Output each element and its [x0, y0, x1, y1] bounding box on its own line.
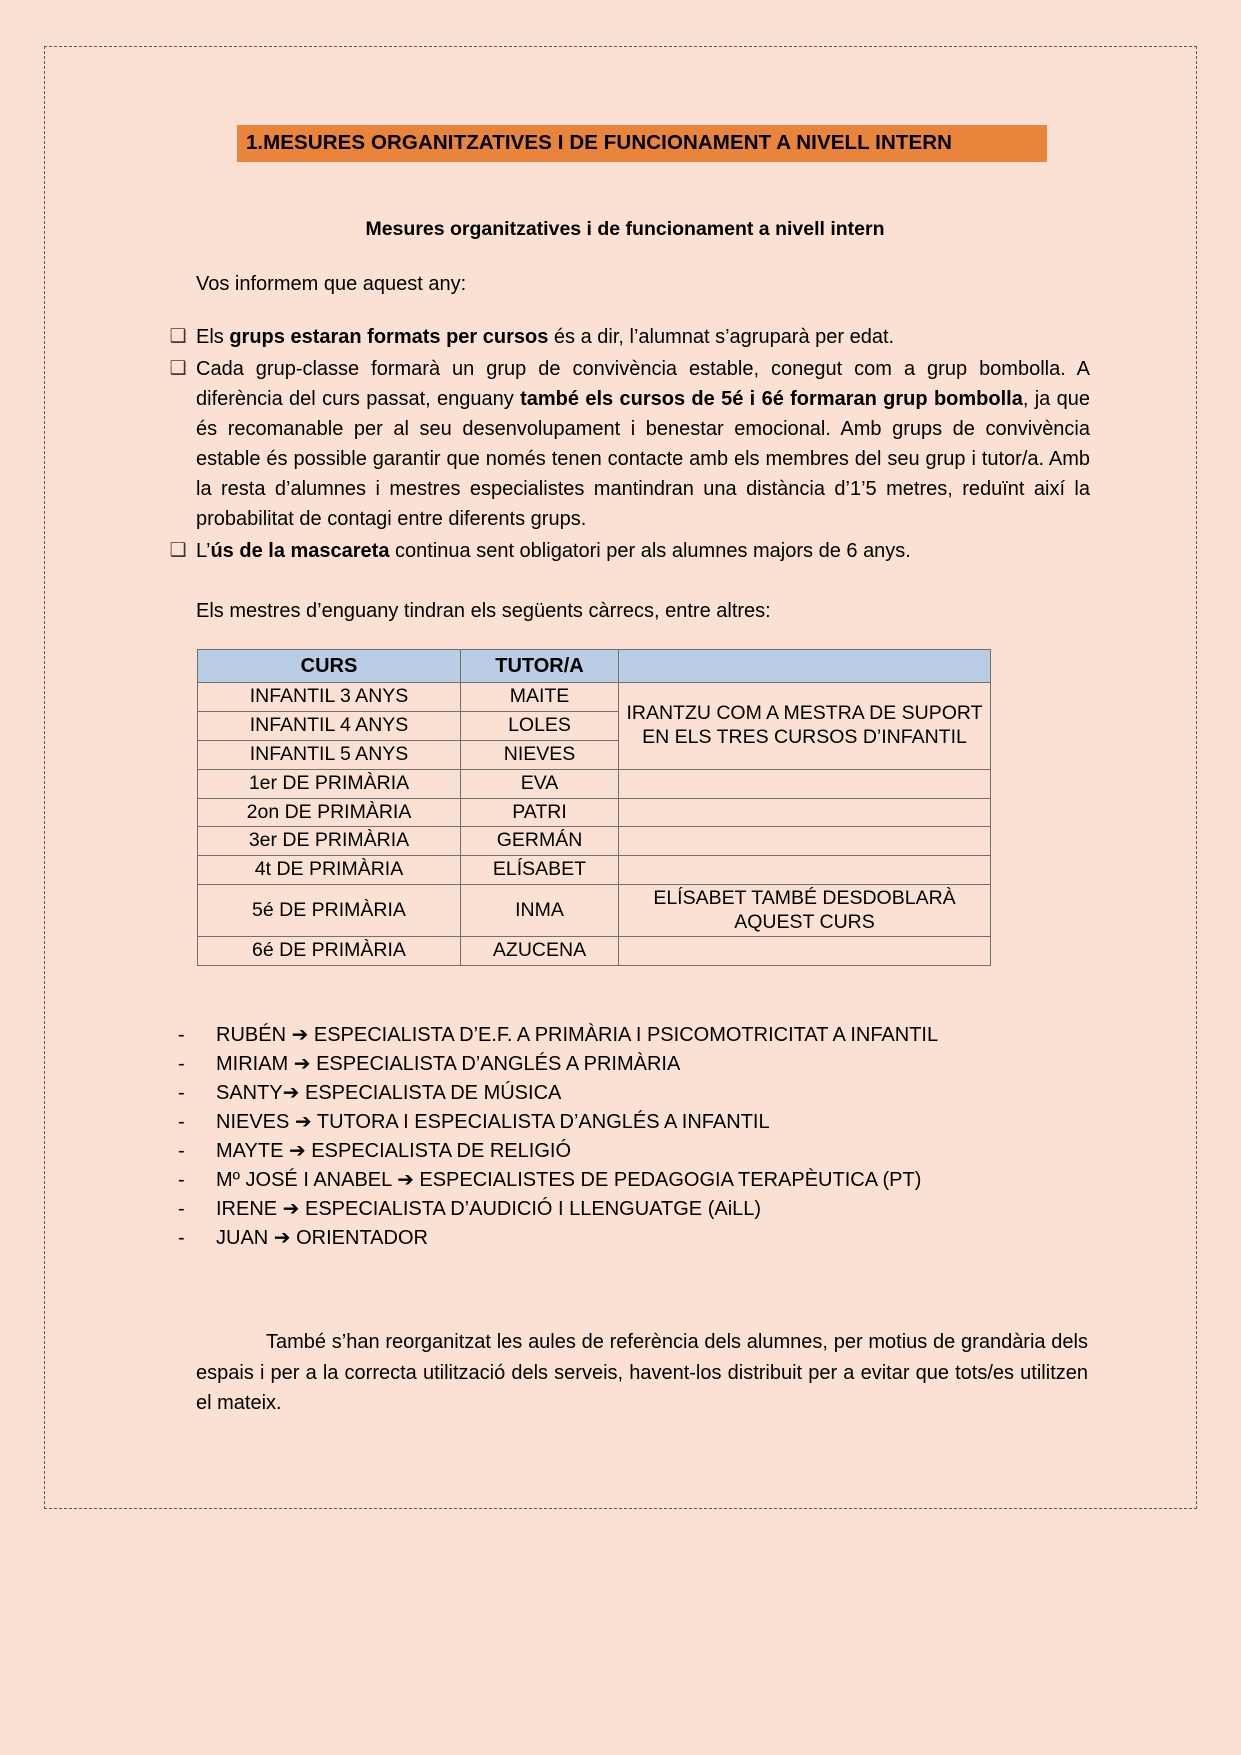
cell-note-5e: ELÍSABET TAMBÉ DESDOBLARÀ AQUEST CURS: [619, 884, 991, 937]
table-row: [198, 798, 991, 827]
cell-tutor: LOLES: [461, 712, 619, 741]
bullet-item: [160, 536, 1090, 566]
cell-tutor: GERMÁN: [461, 827, 619, 856]
section-title: MESURES ORGANITZATIVES I DE FUNCIONAMENT A NIVELL INTERN: [263, 131, 953, 154]
bullet-text: Cada grup-classe formarà un grup de convivència estable, conegut com a grup bombolla. A diferència del curs passat, enguany també els cursos de 5é i 6é formaran grup bombolla, ja que és recomanable per al seu desenvolupament i benestar emocional. Amb grups de convivència estable és possible garantir que només tenen contacte amb els membres del seu grup i tutor/a. Amb la resta d’alumnes i mestres especialistes mantindran una distància d’1’5 metres, reduïnt així la probabilitat de contagi entre diferents grups.: [196, 358, 1091, 530]
table-row: [198, 827, 991, 856]
section-number: 1.: [246, 131, 264, 154]
table-row: [198, 683, 991, 712]
table-head: [198, 650, 991, 683]
cell-curs: 6é DE PRIMÀRIA: [198, 937, 461, 966]
bullet-text: Els grups estaran formats per cursos és a dir, l’alumnat s’agruparà per edat.: [196, 326, 895, 348]
list-dash-marker: -: [178, 1140, 185, 1163]
specialist-text: SANTY➔ ESPECIALISTA DE MÚSICA: [216, 1082, 562, 1105]
list-dash-marker: -: [178, 1227, 185, 1250]
cell-tutor: NIEVES: [461, 740, 619, 769]
cell-tutor: MAITE: [461, 683, 619, 712]
specialist-text: IRENE ➔ ESPECIALISTA D’AUDICIÓ I LLENGUATGE (AiLL): [216, 1198, 762, 1221]
cell-tutor: AZUCENA: [461, 937, 619, 966]
document-subtitle: Mesures organitzatives i de funcionament a nivell intern: [365, 218, 885, 240]
cell-note-empty: [619, 856, 991, 885]
cell-curs: INFANTIL 4 ANYS: [198, 712, 461, 741]
cell-tutor: EVA: [461, 769, 619, 798]
page-border: [44, 46, 1197, 1509]
list-dash-marker: -: [178, 1169, 185, 1192]
table-header-row: [198, 650, 991, 683]
section-header-bar: [237, 125, 1047, 162]
closing-paragraph: També s’han reorganitzat les aules de referència dels alumnes, per motius de grandària dels espais i per a la correcta utilització dels serveis, havent-los distribuit per a evitar que tots/es utilitzen el mateix.: [196, 1331, 1088, 1414]
cell-curs: 2on DE PRIMÀRIA: [198, 798, 461, 827]
table-row: [198, 884, 991, 937]
table-row: [198, 856, 991, 885]
cell-note-empty: [619, 827, 991, 856]
cell-note-infantil: IRANTZU COM A MESTRA DE SUPORT EN ELS TRES CURSOS D’INFANTIL: [619, 683, 991, 769]
cell-note-empty: [619, 937, 991, 966]
list-dash-marker: -: [178, 1082, 185, 1105]
document-content: [160, 125, 1090, 1418]
cell-tutor: PATRI: [461, 798, 619, 827]
table-row: [198, 937, 991, 966]
cell-tutor: INMA: [461, 884, 619, 937]
specialist-item: [178, 1166, 1090, 1195]
specialist-item: [178, 1108, 1090, 1137]
specialist-text: Mº JOSÉ I ANABEL ➔ ESPECIALISTES DE PEDAGOGIA TERAPÈUTICA (PT): [216, 1169, 922, 1192]
cell-curs: 5é DE PRIMÀRIA: [198, 884, 461, 937]
bullet-marker-icon: ❑: [169, 325, 187, 347]
table-row: [198, 769, 991, 798]
cell-note-empty: [619, 769, 991, 798]
column-header-curs: CURS: [198, 650, 461, 683]
bullet-text: L’ús de la mascareta continua sent obligatori per als alumnes majors de 6 anys.: [196, 540, 911, 562]
column-header-tutor: TUTOR/A: [461, 650, 619, 683]
cell-tutor: ELÍSABET: [461, 856, 619, 885]
cell-curs: 1er DE PRIMÀRIA: [198, 769, 461, 798]
specialist-text: MIRIAM ➔ ESPECIALISTA D’ANGLÉS A PRIMÀRIA: [216, 1053, 681, 1076]
specialist-list: [160, 1021, 1090, 1253]
cell-curs: 3er DE PRIMÀRIA: [198, 827, 461, 856]
column-header-notes: [619, 650, 991, 683]
bullet-marker-icon: ❑: [169, 357, 187, 379]
specialist-item: [178, 1079, 1090, 1108]
list-dash-marker: -: [178, 1111, 185, 1134]
specialist-text: JUAN ➔ ORIENTADOR: [216, 1227, 428, 1250]
bullet-marker-icon: ❑: [169, 539, 187, 561]
specialist-text: RUBÉN ➔ ESPECIALISTA D’E.F. A PRIMÀRIA I PSICOMOTRICITAT A INFANTIL: [216, 1024, 939, 1047]
specialist-item: [178, 1224, 1090, 1253]
list-dash-marker: -: [178, 1053, 185, 1076]
cell-curs: INFANTIL 5 ANYS: [198, 740, 461, 769]
staff-assignment-table: [197, 649, 991, 966]
cell-curs: 4t DE PRIMÀRIA: [198, 856, 461, 885]
table-lead-in: Els mestres d’enguany tindran els següents càrrecs, entre altres:: [196, 600, 771, 622]
cell-note-empty: [619, 798, 991, 827]
bullet-item: [160, 354, 1090, 534]
specialist-text: MAYTE ➔ ESPECIALISTA DE RELIGIÓ: [216, 1140, 571, 1163]
bullet-list: [160, 322, 1090, 566]
intro-paragraph: Vos informem que aquest any:: [196, 273, 467, 295]
specialist-item: [178, 1021, 1090, 1050]
bullet-item: [160, 322, 1090, 352]
cell-curs: INFANTIL 3 ANYS: [198, 683, 461, 712]
list-dash-marker: -: [178, 1024, 185, 1047]
table-body: [198, 683, 991, 966]
specialist-text: NIEVES ➔ TUTORA I ESPECIALISTA D’ANGLÉS A INFANTIL: [216, 1111, 770, 1134]
specialist-item: [178, 1050, 1090, 1079]
list-dash-marker: -: [178, 1198, 185, 1221]
specialist-item: [178, 1137, 1090, 1166]
specialist-item: [178, 1195, 1090, 1224]
